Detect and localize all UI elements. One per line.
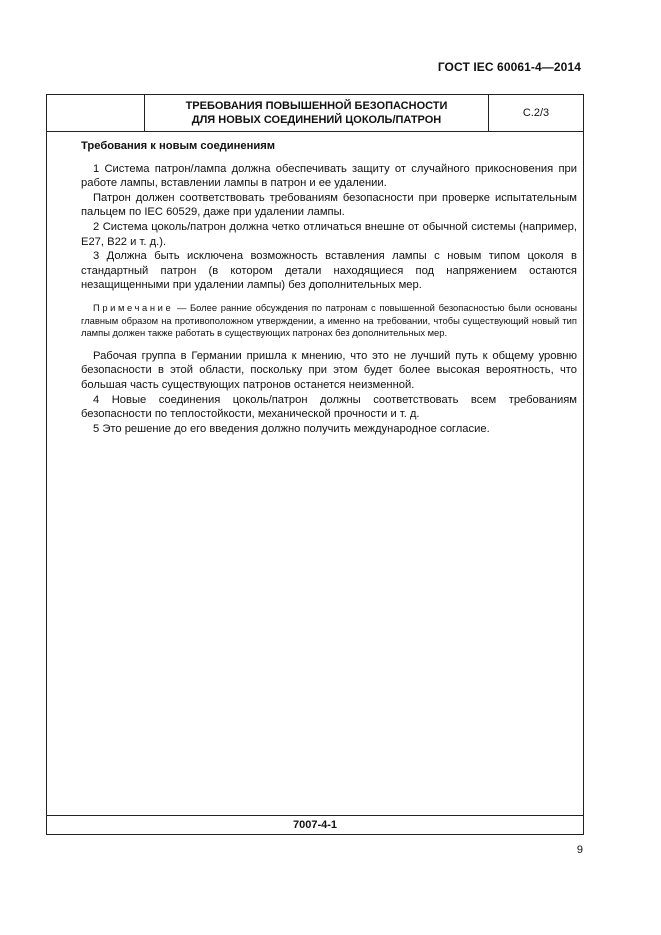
- standard-sheet-frame: [46, 94, 584, 835]
- paragraph-2: Патрон должен соответствовать требованиям безопасности при проверке испытательным пальцем по IEC 60529, даже при удалении лампы.: [81, 191, 577, 219]
- paragraph-3: 2 Система цоколь/патрон должна четко отличаться внешне от обычной системы (например, E27, B22 и т. д.).: [81, 220, 577, 248]
- footer-divider: [47, 815, 583, 816]
- paragraph-7: 5 Это решение до его введения должно получить международное согласие.: [93, 422, 490, 435]
- paragraph-5: Рабочая группа в Германии пришла к мнению, что это не лучший путь к общему уровню безопасности в этой области, поскольку при этом будет более высокая вероятность, что большая часть существующих патронов останется неизменной.: [81, 349, 577, 391]
- page-number: 9: [576, 844, 583, 856]
- paragraph-1: 1 Система патрон/лампа должна обеспечивать защиту от случайного прикосновения при работе лампы, вставлении лампы в патрон и ее удалении.: [81, 162, 577, 190]
- note-text: — Более ранние обсуждения по патронам с повышенной безопасностью были основаны главным образом на противоположном утверждении, а именно на требовании, чтобы существующий новый тип лампы должен также работать в существующих патронах без дополнительных мер.: [81, 301, 577, 339]
- sheet-header: [47, 95, 583, 132]
- sheet-title: [145, 95, 489, 131]
- header-blank-cell: [47, 95, 145, 131]
- paragraph-4: 3 Должна быть исключена возможность вставления лампы с новым типом цоколя в стандартный патрон (в котором детали находящиеся под напряжением остаются незащищенными при удалении лампы) без дополнительных мер.: [81, 250, 577, 292]
- sheet-title-line-1: ТРЕБОВАНИЯ ПОВЫШЕННОЙ БЕЗОПАСНОСТИ: [185, 100, 448, 112]
- footer-sheet-number: 7007-4-1: [292, 819, 338, 831]
- note-label: Примечание: [93, 301, 174, 313]
- note: [81, 302, 577, 340]
- sheet-title-line-2: ДЛЯ НОВЫХ СОЕДИНЕНИЙ ЦОКОЛЬ/ПАТРОН: [191, 114, 442, 126]
- document-code: ГОСТ IEC 60061-4—2014: [437, 60, 581, 74]
- paragraph-6: 4 Новые соединения цоколь/патрон должны соответствовать всем требованиям безопасности по теплостойкости, механической прочности и т. д.: [81, 393, 577, 421]
- section-heading: Требования к новым соединениям: [81, 140, 276, 152]
- sheet-code: С.2/3: [522, 107, 550, 119]
- sheet-content: [81, 139, 577, 436]
